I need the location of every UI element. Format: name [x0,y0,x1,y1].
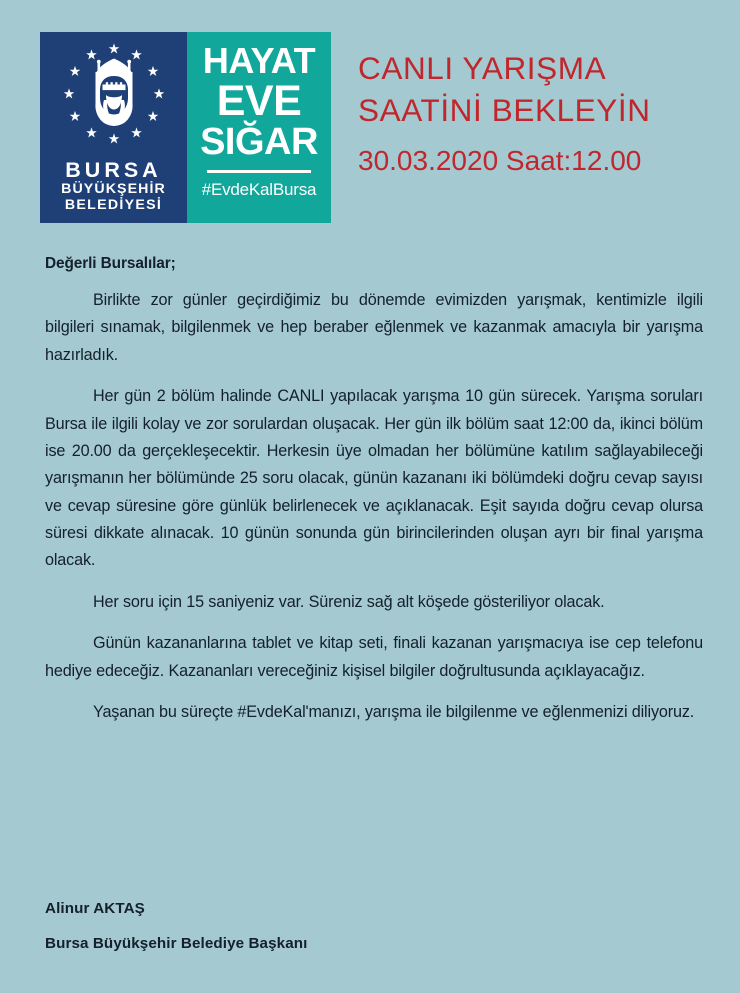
campaign-slogan-line-3: SIĞAR [200,120,318,163]
letter-paragraph: Günün kazananlarına tablet ve kitap seti, finali kazanan yarışmacıya ise cep telefonu hediye edeceğiz. Kazananları vereceğiniz kişisel bilgiler doğrultusunda açıklayacağız. [45,634,703,680]
campaign-slogan [200,40,318,163]
campaign-divider [207,170,311,173]
headline-datetime: 30.03.2020 Saat:12.00 [358,145,642,177]
letter-salutation: Değerli Bursalılar; [45,255,176,272]
signatory-title: Bursa Büyükşehir Belediye Başkanı [45,935,308,952]
campaign-hashtag: #EvdeKalBursa [201,180,317,200]
letter-paragraph: Yaşanan bu süreçte #EvdeKal'manızı, yarışma ile bilgilenme ve eğlenmenizi diliyoruz. [93,702,695,721]
headline-line-1: CANLI YARIŞMA [358,50,607,86]
letter-body [45,255,703,740]
poster-header [0,0,740,238]
letter-paragraph: Her gün 2 bölüm halinde CANLI yapılacak yarışma 10 gün sürecek. Yarışma soruları Bursa ile ilgili kolay ve zor sorulardan oluşacak. Her gün ilk bölüm saat 12:00 da, ikinci bölüm ise 20.00 da gerçekleşecektir. Herkesin üye olmadan her bölümüne katılım sağlayabileceği yarışmanın her bölümünde 25 soru olacak, günün kazananı iki bölümdeki doğru cevap sayısı ve cevap süresine göre günlük belirlenecek ve açıklanacak. Eşit sayıda doğru cevap olursa süresi dikkate alınacak. 10 günün sonunda gün birincilerinden oluşan ayrı bir final yarışma olacak. [45,387,703,570]
campaign-slogan-line-2: EVE [216,76,302,125]
headline-line-2: SAATİNİ BEKLEYİN [358,91,651,128]
municipality-wordmark [40,159,187,213]
campaign-slogan-line-1: HAYAT [202,40,316,81]
headline [358,48,728,177]
wordmark-line-belediyesi: BELEDİYESİ [64,197,163,214]
wordmark-line-bursa: BURSA [65,158,162,183]
municipality-logo-panel [40,32,187,223]
campaign-logo-panel [187,32,331,223]
signature-block [45,900,545,952]
logo-block [40,32,331,223]
bursa-city-crest-icon [54,38,174,150]
wordmark-line-buyuksehir: BÜYÜKŞEHİR [61,181,166,198]
signatory-name: Alinur AKTAŞ [45,900,145,917]
letter-paragraph: Her soru için 15 saniyeniz var. Süreniz sağ alt köşede gösteriliyor olacak. [93,592,605,611]
letter-paragraph: Birlikte zor günler geçirdiğimiz bu dönemde evimizden yarışmak, kentimizle ilgili bilgileri sınamak, bilgilenmek ve hep beraber eğlenmek ve kazanmak amacıyla bir yarışma hazırladık. [45,291,703,364]
